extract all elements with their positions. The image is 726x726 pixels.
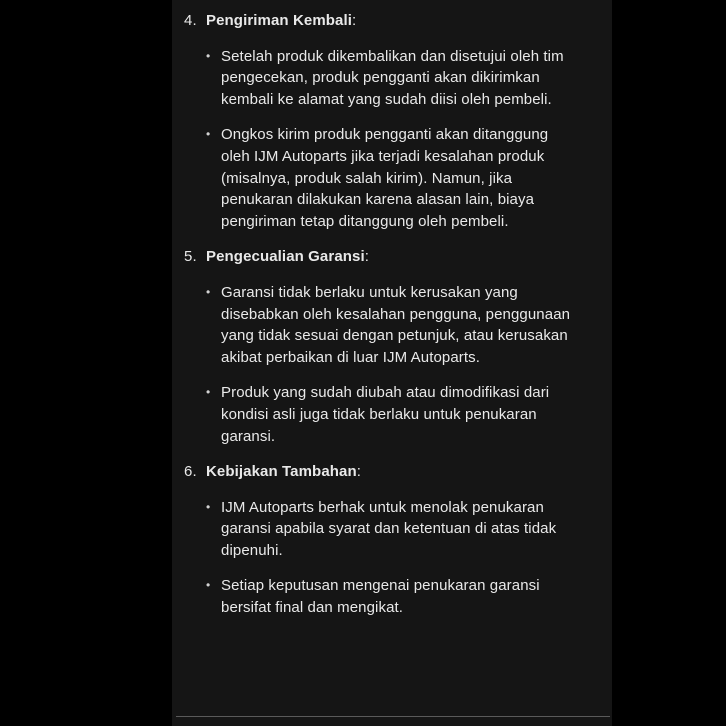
section-title bbox=[206, 246, 369, 268]
bullet-icon: • bbox=[206, 284, 211, 299]
bullet-text: Setelah produk dikembalikan dan disetujui oleh tim pengecekan, produk pengganti akan dikirimkan kembali ke alamat yang sudah diisi oleh pembeli. bbox=[221, 47, 564, 108]
section-title-text: Kebijakan Tambahan bbox=[206, 463, 357, 481]
section-heading-kebijakan-tambahan bbox=[184, 461, 612, 483]
section-heading-pengecualian-garansi bbox=[184, 246, 612, 268]
bullet-text: Setiap keputusan mengenai penukaran garansi bersifat final dan mengikat. bbox=[221, 577, 540, 617]
bullet-icon: • bbox=[206, 578, 211, 593]
bullet-icon: • bbox=[206, 48, 211, 63]
bullet-text: Produk yang sudah diubah atau dimodifikasi dari kondisi asli juga tidak berlaku untuk penukaran garansi. bbox=[221, 384, 550, 445]
section-title bbox=[206, 461, 361, 483]
bullet-item bbox=[206, 46, 612, 111]
bullet-icon: • bbox=[206, 127, 211, 142]
section-title-colon: : bbox=[352, 12, 357, 29]
bullet-item bbox=[206, 124, 612, 232]
section-title bbox=[206, 10, 356, 32]
section-title-colon: : bbox=[356, 463, 362, 481]
bullet-item bbox=[206, 382, 612, 447]
section-number: 6. bbox=[184, 463, 197, 481]
section-heading-pengiriman-kembali bbox=[184, 10, 612, 32]
policy-list bbox=[172, 0, 612, 619]
section-title-text: Pengecualian Garansi bbox=[206, 248, 365, 266]
bullet-item bbox=[206, 575, 612, 618]
section-number: 5. bbox=[184, 248, 197, 266]
section-title-text: Pengiriman Kembali bbox=[206, 12, 353, 29]
bullet-icon: • bbox=[206, 499, 211, 514]
bullet-text: IJM Autoparts berhak untuk menolak penukaran garansi apabila syarat dan ketentuan di atas tidak dipenuhi. bbox=[221, 498, 557, 559]
bullet-item bbox=[206, 282, 612, 368]
bullet-text: Ongkos kirim produk pengganti akan ditanggung oleh IJM Autoparts jika terjadi kesalahan produk (misalnya, produk salah kirim). Namun, jika penukaran dilakukan karena alasan lain, biaya pengiriman tetap ditanggung oleh pembeli. bbox=[221, 126, 549, 230]
section-title-colon: : bbox=[364, 248, 370, 266]
document-panel bbox=[172, 0, 612, 726]
bullet-item bbox=[206, 497, 612, 562]
section-number: 4. bbox=[184, 12, 197, 29]
bullet-text: Garansi tidak berlaku untuk kerusakan yang disebabkan oleh kesalahan pengguna, penggunaan yang tidak sesuai dengan petunjuk, atau kerusakan akibat perbaikan di luar IJM Autoparts. bbox=[221, 283, 571, 366]
bottom-divider bbox=[176, 716, 610, 717]
bullet-icon: • bbox=[206, 385, 211, 400]
